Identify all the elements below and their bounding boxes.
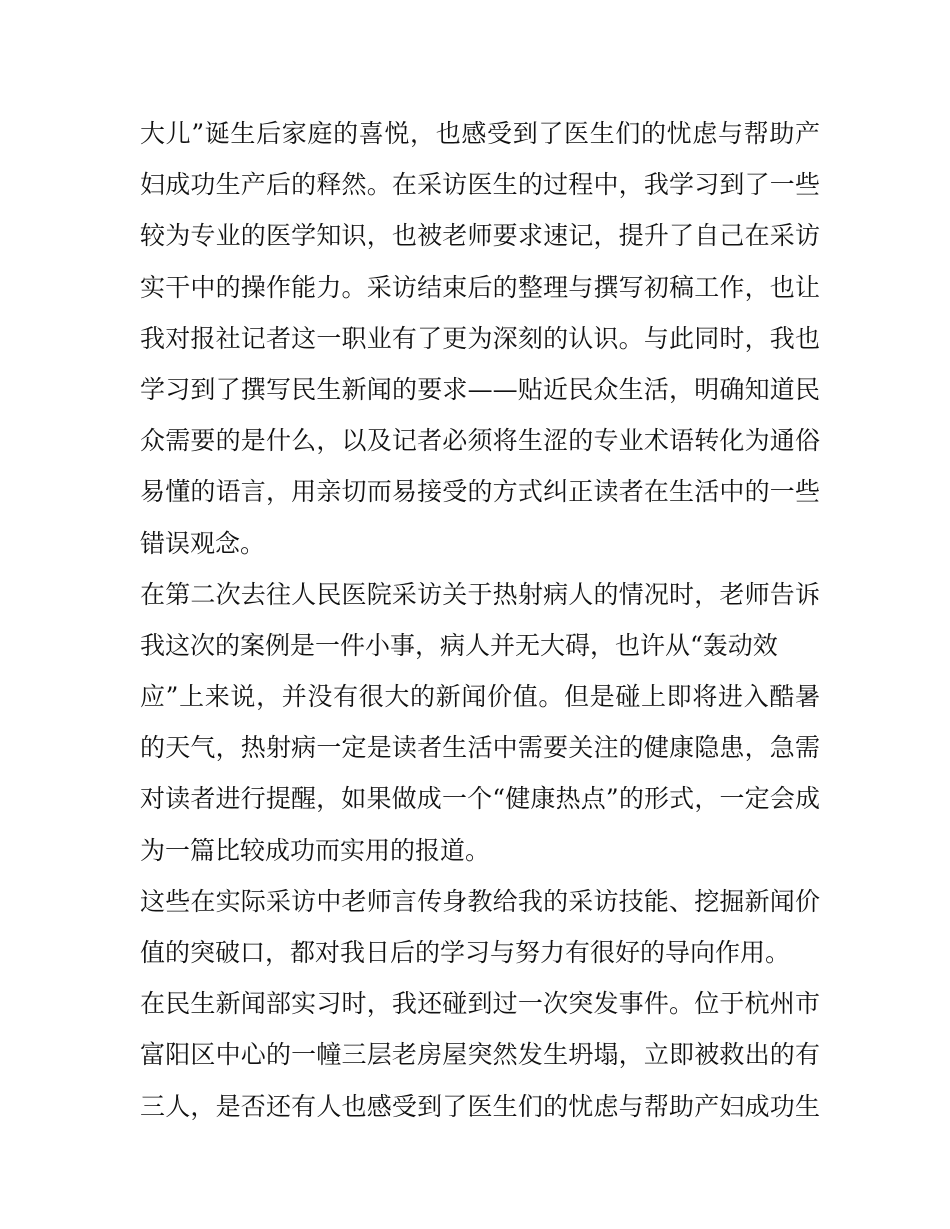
text-line: 三人，是否还有人也感受到了医生们的忧虑与帮助产妇成功生 [140,1091,820,1121]
text-line: 较为专业的医学知识，也被老师要求速记，提升了自己在采访 [140,221,820,251]
text-line: 错误观念。 [140,528,266,558]
text-line: 妇成功生产后的释然。在采访医生的过程中，我学习到了一些 [140,170,820,200]
text-line: 在第二次去往人民医院采访关于热射病人的情况时，老师告诉 [140,579,820,609]
text-line: 这些在实际采访中老师言传身教给我的采访技能、挖掘新闻价 [140,886,820,916]
body-text [140,108,820,1132]
text-line: 对读者进行提醒，如果做成一个“健康热点”的形式，一定会成 [140,784,820,814]
text-line: 的天气，热射病一定是读者生活中需要关注的健康隐患，急需 [140,733,820,763]
text-line: 我对报社记者这一职业有了更为深刻的认识。与此同时，我也 [140,323,820,353]
text-line: 富阳区中心的一幢三层老房屋突然发生坍塌，立即被救出的有 [140,1040,820,1070]
text-line: 易懂的语言，用亲切而易接受的方式纠正读者在生活中的一些 [140,477,820,507]
text-line: 众需要的是什么，以及记者必须将生涩的专业术语转化为通俗 [140,426,820,456]
text-line: 为一篇比较成功而实用的报道。 [140,835,491,865]
text-line: 大儿”诞生后家庭的喜悦，也感受到了医生们的忧虑与帮助产 [140,119,820,148]
text-line: 值的突破口，都对我日后的学习与努力有很好的导向作用。 [140,938,791,967]
text-line: 实干中的操作能力。采访结束后的整理与撰写初稿工作，也让 [140,272,820,302]
text-line: 我这次的案例是一件小事，病人并无大碍，也许从“轰动效 [140,630,778,660]
text-line: 应”上来说，并没有很大的新闻价值。但是碰上即将进入酷暑 [140,682,820,712]
text-line: 学习到了撰写民生新闻的要求——贴近民众生活，明确知道民 [140,374,820,404]
text-line: 在民生新闻部实习时，我还碰到过一次突发事件。位于杭州市 [140,989,820,1019]
